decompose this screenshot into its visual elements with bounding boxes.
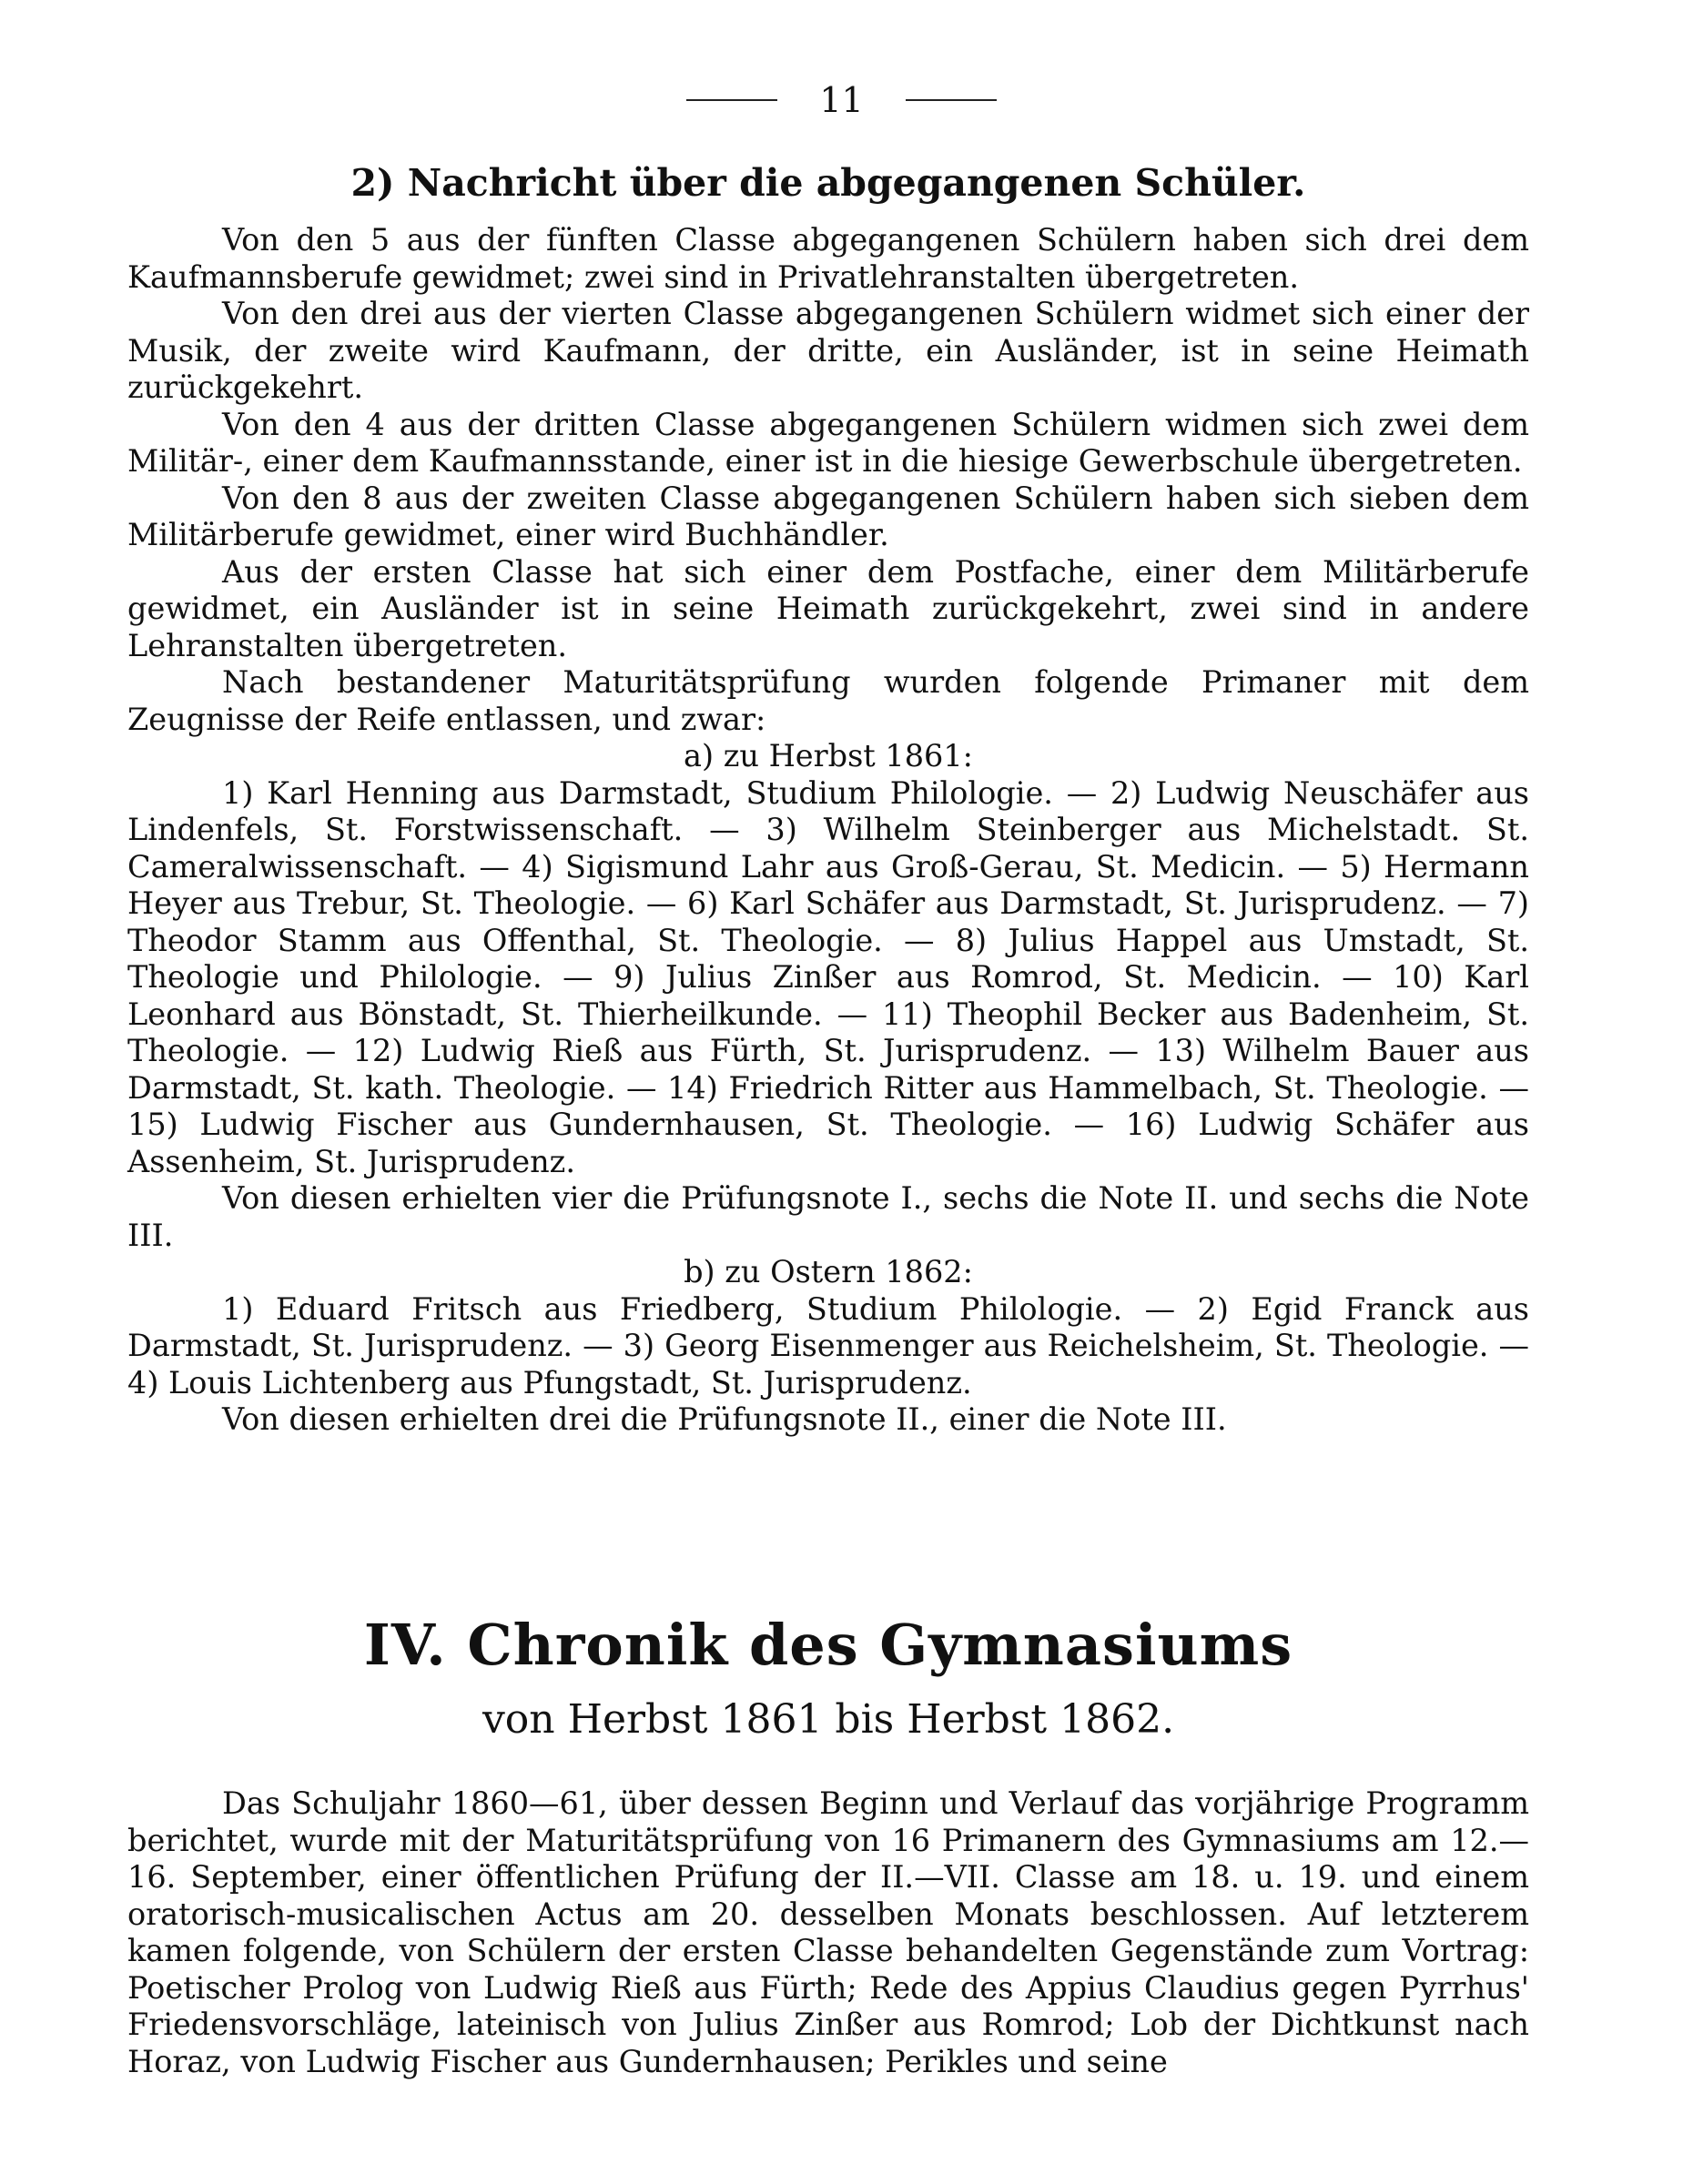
paragraph-maturity-exam: Nach bestandener Maturitätsprüfung wurden folgende Primaner mit dem Zeugnisse der Reife entlassen, und zwar: [127, 664, 1529, 737]
chronicle-paragraph: Das Schuljahr 1860—61, über dessen Beginn und Verlauf das vorjährige Programm berichtet, wurde mit der Maturitätsprüfung von 16 Primanern des Gymnasiums am 12.—16. September, einer öffentlichen Prüfung der II.—VII. Classe am 18. u. 19. und einem oratorisch-musicalischen Actus am 20. desselben Monats beschlossen. Auf letzterem kamen folgende, von Schülern der ersten Classe behandelten Gegenstände zum Vortrag: Poetischer Prolog von Ludwig Rieß aus Fürth; Rede des Appius Claudius gegen Pyrrhus' Friedensvorschläge, lateinisch von Julius Zinßer aus Romrod; Lob der Dichtkunst nach Horaz, von Ludwig Fischer aus Gundernhausen; Perikles und seine [127, 1785, 1529, 2079]
paragraph-autumn-grades: Von diesen erhielten vier die Prüfungsnote I., sechs die Note II. und sechs die Note III. [127, 1180, 1529, 1253]
section-heading: 2) Nachricht über die abgegangenen Schüler. [350, 161, 1306, 205]
section-chronicle [127, 1609, 1529, 2080]
header-rule-left [686, 99, 777, 101]
header-rule-right [906, 99, 997, 101]
paragraph-easter-grades: Von diesen erhielten drei die Prüfungsnote II., einer die Note III. [222, 1401, 1227, 1437]
subheading-autumn-1861: a) zu Herbst 1861: [684, 738, 973, 774]
paragraph-fifth-class: Von den 5 aus der fünften Classe abgegangenen Schülern haben sich drei dem Kaufmannsberufe gewidmet; zwei sind in Privatlehranstalten übergetreten. [127, 222, 1529, 295]
subheading-easter-1862: b) zu Ostern 1862: [684, 1254, 973, 1289]
paragraph-first-class: Aus der ersten Classe hat sich einer dem Postfache, einer dem Militärberufe gewidmet, ein Ausländer ist in seine Heimath zurückgekehrt, zwei sind in andere Lehranstalten übergetreten. [127, 553, 1529, 663]
paragraph-fourth-class: Von den drei aus der vierten Classe abgegangenen Schülern widmet sich einer der Musik, der zweite wird Kaufmann, der dritte, ein Ausländer, ist in seine Heimath zurückgekehrt. [127, 296, 1529, 405]
page-number: 11 [819, 80, 864, 120]
paragraph-third-class: Von den 4 aus der dritten Classe abgegangenen Schülern widmen sich zwei dem Militär-, einer dem Kaufmannsstande, einer ist in die hiesige Gewerbschule übergetreten. [127, 406, 1529, 479]
list-autumn-graduates: 1) Karl Henning aus Darmstadt, Studium Philologie. — 2) Ludwig Neuschäfer aus Lindenfels, St. Forstwissenschaft. — 3) Wilhelm Steinberger aus Michelstadt. St. Cameralwissenschaft. — 4) Sigismund Lahr aus Groß-Gerau, St. Medicin. — 5) Hermann Heyer aus Trebur, St. Theologie. — 6) Karl Schäfer aus Darmstadt, St. Jurisprudenz. — 7) Theodor Stamm aus Offenthal, St. Theologie. — 8) Julius Happel aus Umstadt, St. Theologie und Philologie. — 9) Julius Zinßer aus Romrod, St. Medicin. — 10) Karl Leonhard aus Bönstadt, St. Thierheilkunde. — 11) Theophil Becker aus Badenheim, St. Theologie. — 12) Ludwig Rieß aus Fürth, St. Jurisprudenz. — 13) Wilhelm Bauer aus Darmstadt, St. kath. Theologie. — 14) Friedrich Ritter aus Hammelbach, St. Theologie. — 15) Ludwig Fischer aus Gundernhausen, St. Theologie. — 16) Ludwig Schäfer aus Assenheim, St. Jurisprudenz. [127, 774, 1529, 1179]
list-easter-graduates: 1) Eduard Fritsch aus Friedberg, Studium Philologie. — 2) Egid Franck aus Darmstadt, St. Jurisprudenz. — 3) Georg Eisenmenger aus Reichelsheim, St. Theologie. — 4) Louis Lichtenberg aus Pfungstadt, St. Jurisprudenz. [127, 1290, 1529, 1400]
chronicle-title: IV. Chronik des Gymnasiums [363, 1612, 1293, 1678]
paragraph-second-class: Von den 8 aus der zweiten Classe abgegangenen Schülern haben sich sieben dem Militärberufe gewidmet, einer wird Buchhändler. [127, 480, 1529, 552]
page-header [0, 80, 1683, 120]
chronicle-subtitle: von Herbst 1861 bis Herbst 1862. [482, 1696, 1175, 1743]
section-departed-students [127, 160, 1529, 1439]
